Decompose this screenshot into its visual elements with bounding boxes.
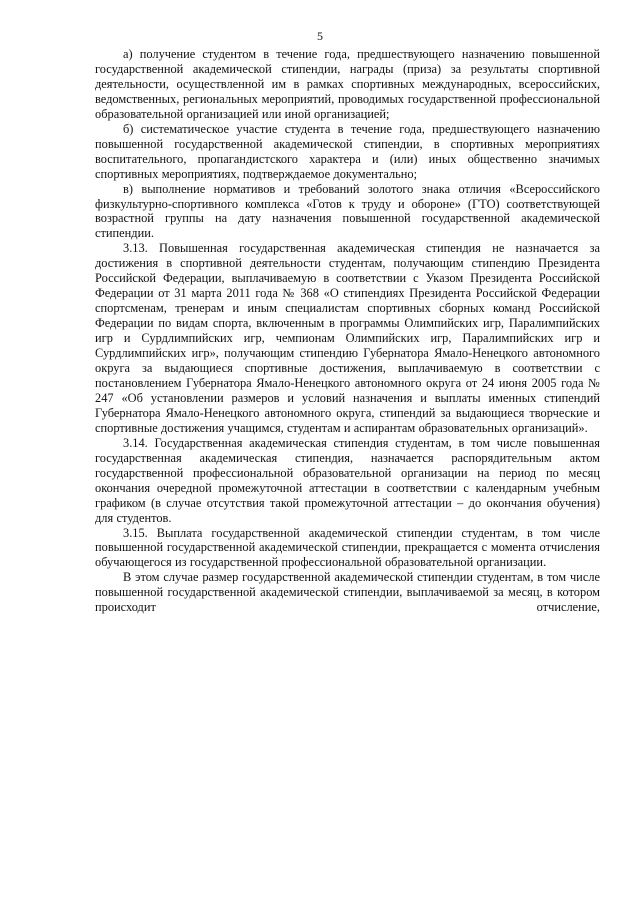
paragraph-item-b: б) систематическое участие студента в течение года, предшествующего назначению повышенной государственной академической стипендии, в спортивных мероприятиях воспитательного, пропагандистского характера и (или) иных общественно значимых спортивных мероприятиях, подтверждаемое документально; [95, 121, 600, 181]
paragraph-clause-3-15: 3.15. Выплата государственной академической стипендии студентам, в том числе повышенной государственной академической стипендии, прекращается с момента отчисления обучающегося из государственной профессиональной образовательной организации. [95, 525, 600, 570]
document-body [95, 47, 600, 615]
paragraph-item-v: в) выполнение нормативов и требований золотого знака отличия «Всероссийского физкультурно-спортивного комплекса «Готов к труду и обороне» (ГТО) соответствующей возрастной группы на дату назначения повышенной государственной академической стипендии. [95, 181, 600, 241]
paragraph-item-a: а) получение студентом в течение года, предшествующего назначению повышенной государственной академической стипендии, награды (приза) за результаты спортивной деятельности, осуществленной им в рамках спортивных международных, всероссийских, ведомственных, региональных мероприятий, проводимых государственной профессиональной образовательной организацией или иной организацией; [95, 47, 600, 121]
page-number: 5 [317, 29, 323, 43]
paragraph-clause-3-14: 3.14. Государственная академическая стипендия студентам, в том числе повышенная государственная академическая стипендия, назначается распорядительным актом государственной профессиональной образовательной организации на период по месяц окончания очередной промежуточной аттестации в соответствии с календарным учебным графиком (в случае отсутствия такой промежуточной аттестации – до окончания обучения) для студентов. [95, 435, 600, 525]
paragraph-clause-3-13: 3.13. Повышенная государственная академическая стипендия не назначается за достижения в спортивной деятельности студентам, получающим стипендию Президента Российской Федерации, выплачиваемую в соответствии с Указом Президента Российской Федерации от 31 марта 2011 года № 368 «О стипендиях Президента Российской Федерации спортсменам, тренерам и иным специалистам спортивных сборных команд Российской Федерации по видам спорта, включенным в программы Олимпийских игр, Паралимпийских игр и Сурдлимпийских игр, чемпионам Олимпийских игр, Паралимпийских игр и Сурдлимпийских игр», получающим стипендию Губернатора Ямало-Ненецкого автономного округа за выдающиеся спортивные достижения, выплачиваемую в соответствии с постановлением Губернатора Ямало-Ненецкого автономного округа от 24 июня 2005 года № 247 «Об установлении размеров и условий назначения и выплаты именных стипендий Губернатора Ямало-Ненецкого автономного округа, стипендий за выдающиеся творческие и спортивные достижения учащимся, студентам и аспирантам образовательных организаций». [95, 241, 600, 435]
paragraph-continuation: В этом случае размер государственной академической стипендии студентам, в том числе повышенной государственной академической стипендии, выплачиваемой за месяц, в котором происходит отчисление, [95, 570, 600, 615]
